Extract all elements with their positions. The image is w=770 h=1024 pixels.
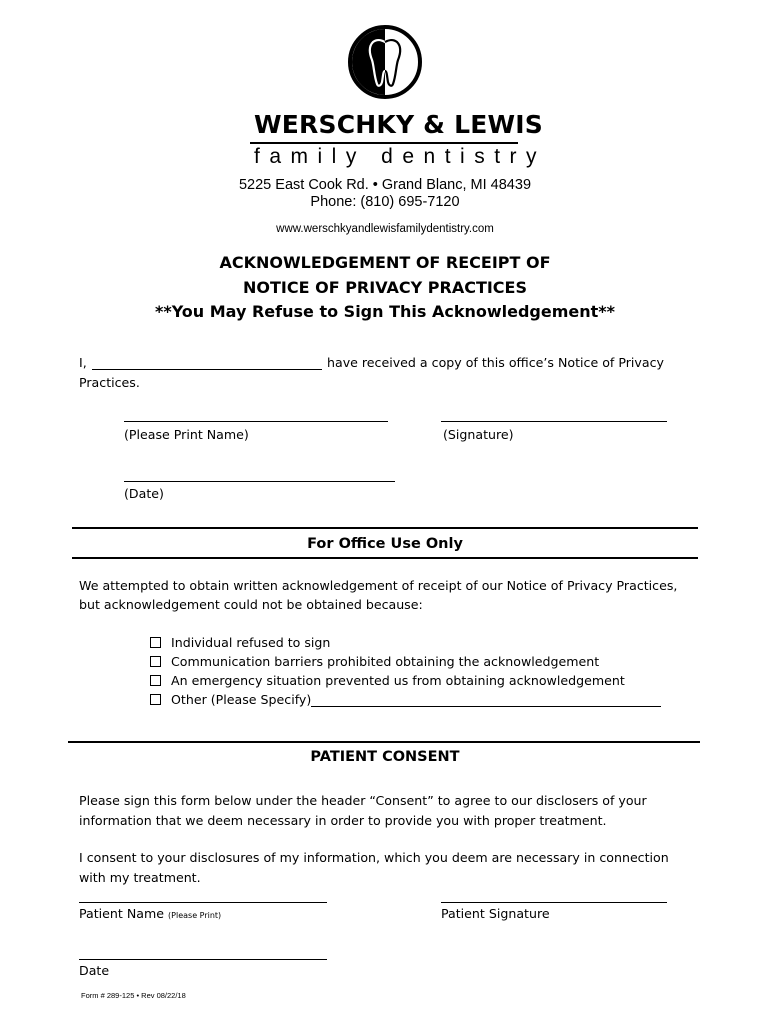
office-divider-top <box>72 527 698 529</box>
option-communication[interactable]: Communication barriers prohibited obtaining the acknowledgement <box>150 654 599 669</box>
office-divider-bottom <box>72 557 698 559</box>
option-emergency[interactable]: An emergency situation prevented us from obtaining acknowledgement <box>150 673 625 688</box>
signature-label: (Signature) <box>443 427 514 442</box>
consent-para2-line1: I consent to your disclosures of my information, which you deem are necessary in connection <box>79 850 669 865</box>
office-use-heading: For Office Use Only <box>307 536 463 552</box>
website: www.werschkyandlewisfamilydentistry.com <box>276 223 494 235</box>
date-label: (Date) <box>124 486 164 501</box>
patient-name-label: Patient Name (Please Print) <box>79 906 222 921</box>
consent-para2-line2: with my treatment. <box>79 870 201 885</box>
brand-divider <box>250 142 518 144</box>
ack-prefix: I, <box>79 355 87 370</box>
patient-name-blank[interactable] <box>92 369 322 370</box>
form-title-line3: **You May Refuse to Sign This Acknowledgement** <box>154 302 616 321</box>
office-intro-line1: We attempted to obtain written acknowledgement of receipt of our Notice of Privacy Practices, <box>79 578 678 593</box>
consent-date-line[interactable] <box>79 959 327 960</box>
checkbox[interactable] <box>150 675 161 686</box>
ack-continuation: Practices. <box>79 375 140 390</box>
ack-suffix: have received a copy of this office’s Notice of Privacy <box>327 355 664 370</box>
tooth-logo-icon <box>347 24 423 100</box>
checkbox[interactable] <box>150 637 161 648</box>
form-title-line2: NOTICE OF PRIVACY PRACTICES <box>242 278 527 297</box>
patient-name-line[interactable] <box>79 902 327 903</box>
form-number: Form # 289-125 • Rev 08/22/18 <box>81 991 186 1000</box>
office-intro-line2: but acknowledgement could not be obtained because: <box>79 597 423 612</box>
option-other[interactable]: Other (Please Specify) <box>150 692 311 707</box>
signature-line[interactable] <box>441 421 667 422</box>
patient-name-hint: (Please Print) <box>168 911 222 920</box>
consent-heading: PATIENT CONSENT <box>310 749 460 765</box>
address: 5225 East Cook Rd. • Grand Blanc, MI 48439 <box>238 177 532 193</box>
consent-para1-line1: Please sign this form below under the header “Consent” to agree to our disclosers of your <box>79 793 647 808</box>
patient-signature-line[interactable] <box>441 902 667 903</box>
other-specify-line[interactable] <box>311 706 661 707</box>
brand-name: WERSCHKY & LEWIS <box>254 110 543 139</box>
checkbox[interactable] <box>150 656 161 667</box>
consent-divider <box>68 741 700 743</box>
brand-subtitle: family dentistry <box>254 145 547 168</box>
consent-para1-line2: information that we deem necessary in order to provide you with proper treatment. <box>79 813 607 828</box>
option-refused[interactable]: Individual refused to sign <box>150 635 330 650</box>
patient-signature-label: Patient Signature <box>441 906 550 921</box>
form-title-line1: ACKNOWLEDGEMENT OF RECEIPT OF <box>219 253 551 272</box>
logo <box>347 24 423 100</box>
print-name-label: (Please Print Name) <box>124 427 249 442</box>
phone: Phone: (810) 695-7120 <box>310 194 460 210</box>
print-name-line[interactable] <box>124 421 388 422</box>
date-line[interactable] <box>124 481 395 482</box>
checkbox[interactable] <box>150 694 161 705</box>
consent-date-label: Date <box>79 963 110 978</box>
